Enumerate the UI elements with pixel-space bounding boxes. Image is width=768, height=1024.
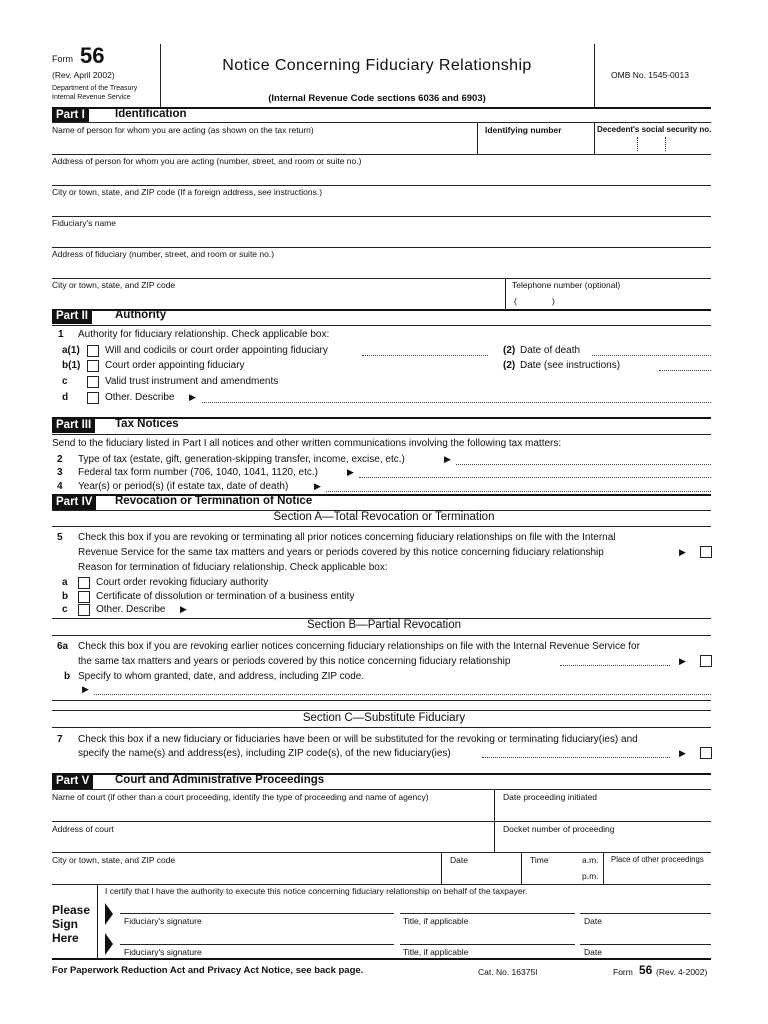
arrow-icon: ▶ (180, 604, 187, 614)
checkbox-other-reason[interactable] (78, 604, 90, 616)
line1-text: Authority for fiduciary relationship. Check applicable box: (78, 329, 330, 340)
form-word: Form (52, 54, 73, 64)
please-label: Please (52, 903, 91, 917)
arrow-icon: ▶ (189, 392, 196, 402)
other-describe-text: Other. Describe (105, 392, 175, 403)
checkbox-court-order-revoking[interactable] (78, 577, 90, 589)
fiduciary-address-label: Address of fiduciary (number, street, and room or suite no.) (52, 249, 275, 259)
line1-number: 1 (58, 329, 64, 340)
place-of-proceedings-field[interactable] (604, 865, 711, 883)
court-address-label: Address of court (52, 824, 114, 834)
line-a1-number: a(1) (62, 345, 80, 356)
fiduciary-name-label: Fiduciary's name (52, 218, 116, 228)
sign-arrow-icon (105, 933, 113, 955)
line7-text-2: specify the name(s) and address(es), including ZIP code(s), of the new fiduciary(ies) (78, 748, 451, 759)
sign-label: Sign (52, 917, 78, 931)
line5-number: 5 (57, 532, 63, 543)
line-b2-number: (2) (503, 360, 516, 371)
line2-text: Type of tax (estate, gift, generation-skipping transfer, income, excise, etc.) (78, 454, 405, 465)
fiduciary-signature-field-1[interactable] (120, 898, 394, 912)
catalog-number: Cat. No. 16375I (478, 967, 538, 977)
arrow-icon: ▶ (679, 656, 686, 666)
footer-form-word: Form (613, 967, 633, 977)
date-label-2: Date (584, 947, 602, 957)
reason-b-number: b (62, 591, 69, 602)
line2-number: 2 (57, 454, 63, 465)
docket-number-field[interactable] (495, 834, 711, 852)
date-appointed-field[interactable] (659, 370, 711, 371)
fiduciary-signature-field-2[interactable] (120, 929, 394, 943)
am-label: a.m. (582, 855, 599, 865)
other-describe-field[interactable] (202, 402, 711, 403)
form-subtitle: (Internal Revenue Code sections 6036 and 6903) (268, 93, 486, 104)
date-see-instructions-label: Date (see instructions) (520, 360, 621, 371)
part2-title: Authority (115, 309, 167, 321)
telephone-label: Telephone number (optional) (512, 280, 621, 290)
arrow-icon: ▶ (444, 454, 451, 464)
part5-title: Court and Administrative Proceedings (115, 774, 325, 786)
court-city-label: City or town, state, and ZIP code (52, 855, 176, 865)
phone-paren-close: ) (552, 296, 555, 306)
phone-paren-open: ( (514, 296, 517, 306)
court-order-revoking-text: Court order revoking fiduciary authority (96, 577, 269, 588)
form-title: Notice Concerning Fiduciary Relationship (222, 57, 532, 74)
date-of-death-label: Date of death (520, 345, 581, 356)
line7-text-1: Check this box if a new fiduciary or fiduciaries have been or will be substituted for the revoking or terminating fiduciary(ies) and (78, 734, 638, 745)
arrow-icon: ▶ (679, 547, 686, 557)
line7-number: 7 (57, 734, 63, 745)
part1-tag: Part I (52, 108, 89, 123)
section-a-title: Section A—Total Revocation or Termination (273, 511, 495, 523)
specify-granted-field[interactable] (94, 694, 711, 695)
fiduciary-city-field[interactable] (52, 290, 504, 308)
here-label: Here (52, 931, 79, 945)
line5-text-3: Reason for termination of fiduciary relationship. Check applicable box: (78, 562, 388, 573)
proceeding-date-label: Date (450, 855, 468, 865)
court-address-field[interactable] (52, 834, 492, 852)
section-b-title: Section B—Partial Revocation (306, 619, 462, 631)
court-city-field[interactable] (52, 865, 440, 883)
date-initiated-label: Date proceeding initiated (503, 792, 598, 802)
line3-number: 3 (57, 467, 63, 478)
court-name-field[interactable] (52, 802, 492, 820)
part3-title: Tax Notices (115, 418, 179, 430)
taxpayer-city-field[interactable] (52, 197, 711, 215)
line6a-text-2: the same tax matters and years or periods covered by this notice concerning fiduciary relationship (78, 656, 511, 667)
decedent-ssn-field[interactable] (595, 135, 711, 153)
line4-number: 4 (57, 481, 63, 492)
other-reason-text: Other. Describe (96, 604, 166, 615)
reason-c-number: c (62, 604, 68, 615)
fiduciary-name-field[interactable] (52, 228, 711, 246)
sign-arrow-icon (105, 903, 113, 925)
line-c-number: c (62, 376, 68, 387)
proceeding-time-field[interactable] (522, 865, 578, 883)
line5-text-1: Check this box if you are revoking or terminating all prior notices concerning fiduciary relationships on file with the Internal (78, 532, 616, 543)
checkbox-substitute-fiduciary[interactable] (700, 747, 712, 759)
checkbox-other-authority[interactable] (87, 392, 99, 404)
reason-a-number: a (62, 577, 68, 588)
identifying-number-label: Identifying number (485, 125, 562, 135)
agency: Internal Revenue Service (52, 94, 131, 101)
taxpayer-name-label: Name of person for whom you are acting (as shown on the tax return) (52, 125, 314, 135)
tax-notices-intro: Send to the fiduciary listed in Part I all notices and other written communications involving the following tax matters: (52, 438, 562, 449)
part4-tag: Part IV (52, 495, 96, 510)
taxpayer-city-label: City or town, state, and ZIP code (If a foreign address, see instructions.) (52, 187, 323, 197)
line4-text: Year(s) or period(s) (if estate tax, date of death) (78, 481, 289, 492)
date-of-death-field[interactable] (592, 355, 711, 356)
department: Department of the Treasury (52, 85, 138, 92)
line6b-text: Specify to whom granted, date, and address, including ZIP code. (78, 671, 365, 682)
checkbox-partial-revocation[interactable] (700, 655, 712, 667)
proceeding-date-field[interactable] (442, 865, 520, 883)
line6a-number: 6a (57, 641, 69, 652)
part2-tag: Part II (52, 309, 92, 324)
footer-form-number: 56 (639, 963, 653, 977)
arrow-icon: ▶ (82, 684, 89, 694)
tax-years-field[interactable] (326, 491, 711, 492)
checkbox-trust-instrument[interactable] (87, 376, 99, 388)
part3-tag: Part III (52, 418, 95, 433)
fiduciary-signature-label-2: Fiduciary's signature (124, 947, 202, 957)
omb-number: OMB No. 1545-0013 (611, 70, 689, 80)
footer-revision: (Rev. 4-2002) (656, 967, 708, 977)
court-name-label: Name of court (if other than a court proceeding, identify the type of proceeding and name of agency) (52, 792, 429, 802)
arrow-icon: ▶ (347, 467, 354, 477)
part5-tag: Part V (52, 774, 93, 789)
line-b1-number: b(1) (62, 360, 81, 371)
identifying-number-field[interactable] (478, 135, 593, 153)
decedent-ssn-label: Decedent's social security no. (597, 125, 712, 134)
pm-label: p.m. (582, 871, 599, 881)
checkbox-total-revocation[interactable] (700, 546, 712, 558)
form-header (0, 0, 768, 108)
certificate-dissolution-text: Certificate of dissolution or termination of a business entity (96, 591, 355, 602)
telephone-field[interactable] (506, 290, 711, 308)
docket-number-label: Docket number of proceeding (503, 824, 615, 834)
signature-date-field-1[interactable] (580, 898, 711, 912)
section-c-title: Section C—Substitute Fiduciary (302, 712, 466, 724)
other-reason-field[interactable] (192, 603, 711, 615)
time-label: Time (530, 855, 549, 865)
title-label-1: Title, if applicable (403, 916, 469, 926)
certification-text: I certify that I have the authority to execute this notice concerning fiduciary relationship on behalf of the taxpayer. (105, 886, 528, 896)
trust-instrument-text: Valid trust instrument and amendments (105, 376, 279, 387)
date-label-1: Date (584, 916, 602, 926)
court-order-appointing-text: Court order appointing fiduciary (105, 360, 245, 371)
signature-date-field-2[interactable] (580, 929, 711, 943)
line3-text: Federal tax form number (706, 1040, 1041, 1120, etc.) (78, 467, 318, 478)
arrow-icon: ▶ (314, 481, 321, 491)
title-field-2[interactable] (400, 929, 575, 943)
line-d-number: d (62, 392, 69, 403)
line-a2-number: (2) (503, 345, 516, 356)
place-of-proceedings-label: Place of other proceedings (611, 855, 704, 864)
taxpayer-address-label: Address of person for whom you are acting (number, street, and room or suite no.) (52, 156, 362, 166)
fiduciary-signature-label-1: Fiduciary's signature (124, 916, 202, 926)
line5-text-2: Revenue Service for the same tax matters and years or periods covered by this notice concerning fiduciary relationship (78, 547, 604, 558)
checkbox-court-order-appointing[interactable] (87, 360, 99, 372)
fiduciary-city-label: City or town, state, and ZIP code (52, 280, 176, 290)
will-codicils-text: Will and codicils or court order appointing fiduciary (105, 345, 328, 356)
title-field-1[interactable] (400, 898, 575, 912)
arrow-icon: ▶ (679, 748, 686, 758)
tax-form-number-field[interactable] (359, 477, 711, 478)
checkbox-certificate-dissolution[interactable] (78, 591, 90, 603)
form-revision: (Rev. April 2002) (52, 70, 115, 80)
line6a-text-1: Check this box if you are revoking earlier notices concerning fiduciary relationships on file with the Internal Revenue Service for (78, 641, 640, 652)
title-label-2: Title, if applicable (403, 947, 469, 957)
checkbox-will-codicils[interactable] (87, 345, 99, 357)
form-number: 56 (80, 43, 105, 68)
taxpayer-name-field[interactable] (52, 135, 476, 153)
fiduciary-address-field[interactable] (52, 259, 711, 277)
date-initiated-field[interactable] (495, 802, 711, 820)
taxpayer-address-field[interactable] (52, 166, 711, 184)
type-of-tax-field[interactable] (456, 464, 711, 465)
line6b-number: b (64, 671, 71, 682)
part1-title: Identification (115, 108, 187, 120)
part4-title: Revocation or Termination of Notice (115, 495, 313, 507)
paperwork-notice: For Paperwork Reduction Act and Privacy Act Notice, see back page. (52, 965, 364, 976)
